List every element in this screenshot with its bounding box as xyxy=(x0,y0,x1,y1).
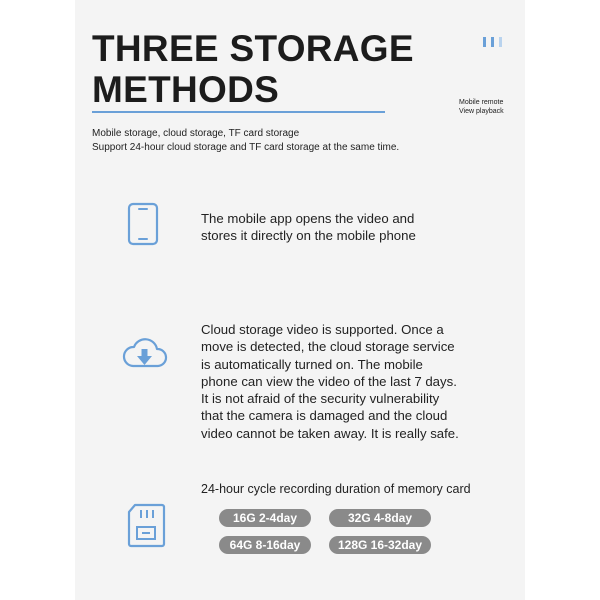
page-title xyxy=(92,28,414,110)
subtitle-line-1: Mobile storage, cloud storage, TF card storage xyxy=(92,128,300,139)
mobile-line-2: stores it directly on the mobile phone xyxy=(201,228,416,244)
memory-card-title: 24-hour cycle recording duration of memory card xyxy=(201,482,471,496)
phone-icon xyxy=(127,202,159,246)
memory-option-64g: 64G 8-16day xyxy=(219,536,311,554)
title-line-1: THREE STORAGE xyxy=(92,28,414,69)
cloud-download-icon xyxy=(121,337,169,371)
sd-card-icon xyxy=(126,503,166,548)
cloud-line-3: is automatically turned on. The mobile xyxy=(201,356,423,372)
bars-icon xyxy=(483,37,502,47)
cloud-line-4: phone can view the video of the last 7 days. xyxy=(201,373,457,389)
corner-line-2: View playback xyxy=(459,108,504,115)
cloud-storage-description xyxy=(201,321,459,442)
title-underline xyxy=(92,111,385,113)
cloud-line-2: move is detected, the cloud storage service xyxy=(201,339,455,355)
cloud-line-7: video cannot be taken away. It is really safe. xyxy=(201,425,459,441)
mobile-line-1: The mobile app opens the video and xyxy=(201,211,415,226)
memory-option-32g: 32G 4-8day xyxy=(329,509,431,527)
title-line-2: METHODS xyxy=(92,69,280,110)
memory-option-16g: 16G 2-4day xyxy=(219,509,311,527)
subtitle-line-2: Support 24-hour cloud storage and TF card storage at the same time. xyxy=(92,142,400,153)
cloud-line-1: Cloud storage video is supported. Once a xyxy=(201,322,444,337)
mobile-storage-description xyxy=(201,210,416,245)
cloud-line-6: that the camera is damaged and the cloud xyxy=(201,408,448,424)
memory-option-128g: 128G 16-32day xyxy=(329,536,431,554)
corner-line-1: Mobile remote xyxy=(459,99,504,106)
subtitle xyxy=(92,127,399,155)
cloud-line-5: It is not afraid of the security vulnerability xyxy=(201,391,440,407)
memory-options xyxy=(219,509,431,554)
corner-caption xyxy=(459,98,504,116)
